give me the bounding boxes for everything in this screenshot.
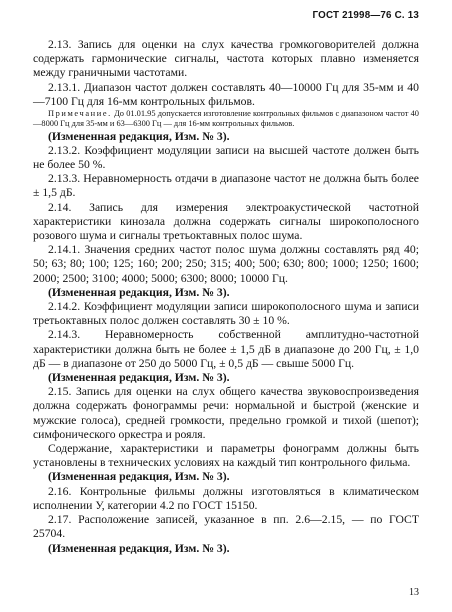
revision-note: (Измененная редакция, Изм. № 3).	[48, 541, 230, 555]
paragraph-2-14-2: 2.14.2. Коэффициент модуляции записи широкополосного шума и записи третьоктавных полос должен составлять 30 ± 10 %.	[33, 300, 419, 328]
paragraph-2-13: 2.13. Запись для оценки на слух качества громкоговорителей должна содержать гармонические сигналы, частота которых плавно изменяется между граничными частотами.	[33, 38, 419, 80]
paragraph-2-14: 2.14. Запись для измерения электроакустической частотной характеристики кинозала должна содержать сигналы широкополосного розового шума и сигналы третьоктавных полос шума.	[33, 200, 419, 243]
note-label: Примечание.	[48, 109, 112, 119]
paragraph-2-14-1: 2.14.1. Значения средних частот полос шума должны составлять ряд 40; 50; 63; 80; 100; 125; 160; 200; 250; 315; 400; 500; 630; 800; 1000; 1250; 1600; 2000; 2500; 3100; 4000; 5000; 6300; 8000; 10000 Гц.	[33, 243, 419, 285]
document-body	[33, 38, 419, 556]
paragraph-2-15-content: Содержание, характеристики и параметры фонограмм должны быть установлены в технических условиях на каждый тип контрольного фильма.	[33, 442, 419, 470]
paragraph-2-13-1: 2.13.1. Диапазон частот должен составлять 40—10000 Гц для 35-мм и 40—7100 Гц для 16-мм контрольных фильмов.	[33, 80, 419, 108]
revision-note: (Измененная редакция, Изм. № 3).	[48, 371, 230, 385]
revision-note: (Измененная редакция, Изм. № 3).	[48, 129, 230, 143]
paragraph-2-17: 2.17. Расположение записей, указанное в пп. 2.6—2.15, — по ГОСТ 25704.	[33, 513, 419, 541]
paragraph-2-14-3: 2.14.3. Неравномерность собственной амплитудно-частотной характеристики должна быть не более ± 1,5 дБ в диапазоне до 200 Гц, ± 1,0 дБ — в диапазоне от 250 до 5000 Гц, ± 0,5 дБ — свыше 5000 Гц.	[33, 328, 419, 370]
page-number: 13	[409, 587, 419, 598]
page-header: ГОСТ 21998—76 С. 13	[312, 10, 419, 21]
note-text: До 01.01.95 допускается изготовление контрольных фильмов с диапазоном частот 40—8000 Гц для 35-мм и 63—6300 Гц — для 16-мм контрольных фильмов.	[33, 109, 419, 129]
paragraph-2-13-2: 2.13.2. Коэффициент модуляции записи на высшей частоте должен быть не более 50 %.	[33, 143, 419, 172]
paragraph-2-15: 2.15. Запись для оценки на слух общего качества звуковоспроизведения должна содержать фонограммы речи: нормальной и быстрой (женские и мужские голоса), средней громкости, предельно громкой и тихой (шепот); симфонического оркестра и рояля.	[33, 385, 419, 441]
note-paragraph	[33, 109, 419, 130]
paragraph-2-13-3: 2.13.3. Неравномерность отдачи в диапазоне частот не должна быть более ± 1,5 дБ.	[33, 172, 419, 200]
revision-note: (Измененная редакция, Изм. № 3).	[48, 285, 230, 299]
paragraph-2-16: 2.16. Контрольные фильмы должны изготовляться в климатическом исполнении У, категории 4.2 по ГОСТ 15150.	[33, 484, 419, 512]
revision-note: (Измененная редакция, Изм. № 3).	[48, 470, 230, 484]
